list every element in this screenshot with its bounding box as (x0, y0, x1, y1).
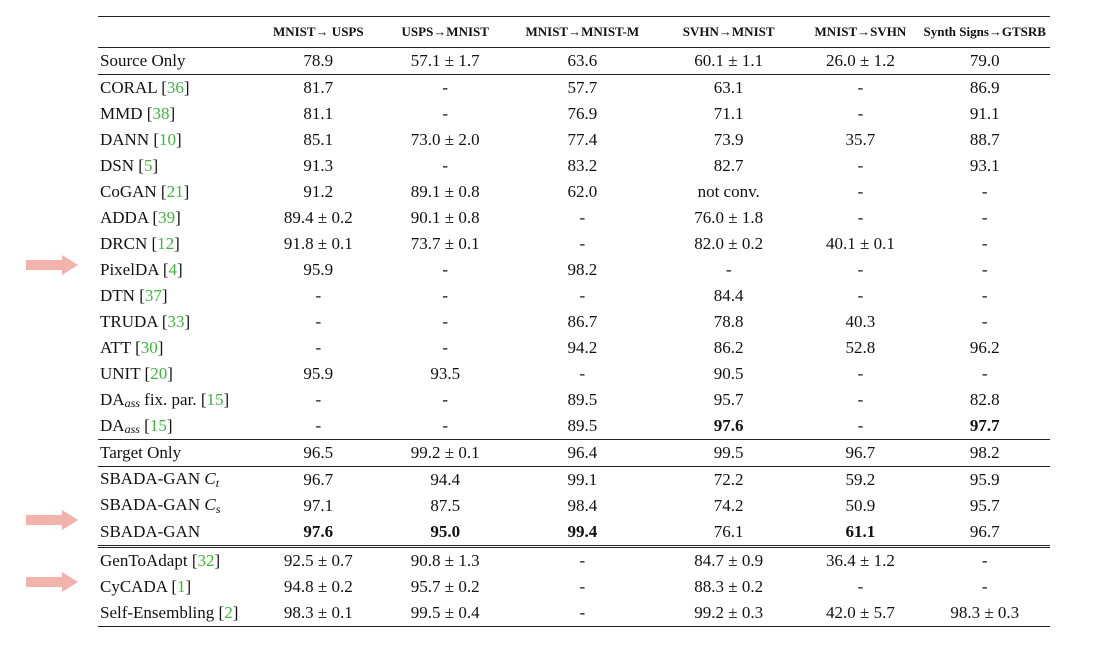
value-cell: 96.7 (801, 440, 919, 467)
value-cell: 97.1 (303, 496, 334, 515)
value-cell: 73.0 ± 2.0 (410, 130, 480, 149)
value-cell: 82.7 (713, 156, 744, 175)
value-cell: - (919, 547, 1050, 575)
value-cell: - (857, 286, 864, 305)
value-cell: 98.3 ± 0.1 (255, 600, 382, 627)
method-cell: DAass fix. par. [15] (100, 389, 230, 410)
value-cell: 63.6 (567, 51, 598, 70)
highlight-arrow-icon-sbada (26, 510, 78, 530)
method-cell: ATT [30] (100, 338, 164, 357)
table-row (98, 493, 1050, 519)
value-cell: - (857, 182, 864, 201)
value-cell: 96.2 (969, 338, 1000, 357)
table-row (98, 413, 1050, 440)
results-table (98, 16, 1050, 627)
method-cell: ADDA [39] (100, 208, 181, 227)
value-cell: 72.2 (656, 467, 801, 494)
value-cell: - (579, 577, 586, 596)
value-cell: 96.7 (255, 467, 382, 494)
citation-link[interactable]: 32 (197, 551, 215, 570)
value-cell: 76.9 (567, 104, 598, 123)
value-cell: 90.5 (713, 364, 744, 383)
header-cell: MNIST→MNIST-M (509, 17, 656, 48)
value-cell: 84.4 (713, 286, 744, 305)
table-row (98, 361, 1050, 387)
value-cell: 91.2 (303, 182, 334, 201)
value-cell: 86.9 (919, 75, 1050, 102)
value-cell: 88.3 ± 0.2 (694, 577, 764, 596)
value-cell: 86.2 (713, 338, 744, 357)
table-row (98, 574, 1050, 600)
highlight-arrow-icon-pixelda (26, 255, 78, 275)
table-row (98, 101, 1050, 127)
citation-link[interactable]: 10 (159, 130, 177, 149)
method-cell: DTN [37] (100, 286, 168, 305)
citation-link[interactable]: 12 (157, 234, 175, 253)
value-cell: - (981, 260, 988, 279)
citation-link[interactable]: 33 (167, 312, 185, 331)
citation-link[interactable]: 38 (152, 104, 170, 123)
value-cell: 79.0 (969, 51, 1000, 70)
value-cell: 89.4 ± 0.2 (283, 208, 353, 227)
value-cell: 85.1 (303, 130, 334, 149)
table-row (98, 387, 1050, 413)
value-cell: 60.1 ± 1.1 (694, 51, 764, 70)
value-cell: 97.6 (303, 522, 334, 541)
method-cell: SBADA-GAN Cs (100, 495, 221, 516)
value-cell: 91.1 (969, 104, 1000, 123)
value-cell: 99.1 (509, 467, 656, 494)
table-row (98, 309, 1050, 335)
value-cell: 57.1 ± 1.7 (410, 51, 480, 70)
method-cell: CyCADA [1] (100, 577, 192, 596)
value-cell: 99.5 ± 0.4 (382, 600, 509, 627)
citation-link[interactable]: 15 (149, 415, 167, 435)
value-cell: 83.2 (567, 156, 598, 175)
value-cell: 98.2 (567, 260, 598, 279)
value-cell: - (315, 338, 322, 357)
value-cell: 36.4 ± 1.2 (801, 547, 919, 575)
value-cell: 88.7 (969, 130, 1000, 149)
value-cell: 96.5 (255, 440, 382, 467)
value-cell: 74.2 (713, 496, 744, 515)
citation-link[interactable]: 2 (224, 603, 233, 622)
method-cell: DAass [15] (100, 415, 173, 436)
value-cell: - (315, 312, 322, 331)
table-row (98, 127, 1050, 153)
header-cell: Synth Signs→GTSRB (919, 17, 1050, 48)
citation-link[interactable]: 30 (140, 338, 158, 357)
value-cell: - (382, 75, 509, 102)
value-cell: - (442, 390, 449, 409)
value-cell: 92.5 ± 0.7 (255, 547, 382, 575)
citation-link[interactable]: 39 (158, 208, 176, 227)
value-cell: 71.1 (713, 104, 744, 123)
method-cell: CORAL [36] (98, 75, 255, 102)
table-row (98, 440, 1050, 467)
value-cell: - (579, 364, 586, 383)
table-row (98, 600, 1050, 627)
header-row (98, 17, 1050, 48)
value-cell: 89.5 (567, 416, 598, 435)
value-cell: - (442, 104, 449, 123)
value-cell: 81.7 (255, 75, 382, 102)
value-cell: 93.5 (430, 364, 461, 383)
value-cell: - (442, 338, 449, 357)
value-cell: 95.7 (969, 496, 1000, 515)
method-cell: MMD [38] (100, 104, 176, 123)
value-cell: - (981, 286, 988, 305)
citation-link[interactable]: 37 (144, 286, 162, 305)
header-cell: SVHN→MNIST (656, 17, 801, 48)
value-cell: - (315, 286, 322, 305)
value-cell: - (857, 208, 864, 227)
value-cell: - (981, 364, 988, 383)
value-cell: 95.9 (303, 364, 334, 383)
value-cell: 86.7 (567, 312, 598, 331)
citation-link[interactable]: 1 (177, 577, 186, 596)
value-cell: 89.1 ± 0.8 (410, 182, 480, 201)
value-cell: 94.4 (382, 467, 509, 494)
value-cell: 97.7 (969, 416, 1000, 435)
value-cell: 90.8 ± 1.3 (382, 547, 509, 575)
value-cell: 91.3 (303, 156, 334, 175)
table-row (98, 547, 1050, 575)
header-method (98, 17, 255, 48)
method-cell: GenToAdapt [32] (98, 547, 255, 575)
value-cell: 90.1 ± 0.8 (410, 208, 480, 227)
value-cell: 26.0 ± 1.2 (825, 51, 895, 70)
value-cell: - (442, 156, 449, 175)
header-cell: USPS→MNIST (382, 17, 509, 48)
value-cell: 98.2 (919, 440, 1050, 467)
method-cell: Source Only (100, 51, 186, 70)
value-cell: 91.8 ± 0.1 (283, 234, 353, 253)
value-cell: 50.9 (845, 496, 876, 515)
value-cell: 61.1 (845, 522, 876, 541)
value-cell: - (442, 260, 449, 279)
value-cell: - (981, 234, 988, 253)
value-cell: 42.0 ± 5.7 (801, 600, 919, 627)
value-cell: - (857, 364, 864, 383)
table-row (98, 257, 1050, 283)
header-cell: MNIST→SVHN (801, 17, 919, 48)
table-row (98, 48, 1050, 75)
value-cell: 81.1 (303, 104, 334, 123)
value-cell: - (857, 156, 864, 175)
citation-link[interactable]: 5 (143, 156, 153, 175)
value-cell: 96.7 (969, 522, 1000, 541)
value-cell: not conv. (697, 182, 760, 201)
value-cell: 94.2 (567, 338, 598, 357)
method-cell: PixelDA [4] (100, 260, 183, 279)
value-cell: 78.8 (713, 312, 744, 331)
highlight-arrow-icon-cycada (26, 572, 78, 592)
citation-link[interactable]: 20 (150, 364, 168, 383)
value-cell: 84.7 ± 0.9 (656, 547, 801, 575)
value-cell: 98.4 (567, 496, 598, 515)
value-cell: 94.8 ± 0.2 (283, 577, 353, 596)
method-cell: CoGAN [21] (100, 182, 190, 201)
value-cell: 95.7 (713, 390, 744, 409)
value-cell: 40.3 (845, 312, 876, 331)
value-cell: - (801, 75, 919, 102)
value-cell: 59.2 (801, 467, 919, 494)
value-cell: 62.0 (567, 182, 598, 201)
method-cell: UNIT [20] (100, 364, 173, 383)
value-cell: - (857, 260, 864, 279)
value-cell: 57.7 (509, 75, 656, 102)
value-cell: - (981, 182, 988, 201)
value-cell: - (857, 104, 864, 123)
value-cell: 95.0 (430, 522, 461, 541)
value-cell: 73.7 ± 0.1 (410, 234, 480, 253)
table-row (98, 519, 1050, 547)
value-cell: 95.9 (303, 260, 334, 279)
table-row (98, 75, 1050, 102)
method-cell: Self-Ensembling [2] (98, 600, 255, 627)
citation-link[interactable]: 21 (166, 182, 184, 201)
value-cell: - (857, 577, 864, 596)
value-cell: 76.0 ± 1.8 (694, 208, 764, 227)
value-cell: 89.5 (567, 390, 598, 409)
table-row (98, 335, 1050, 361)
table-row (98, 153, 1050, 179)
value-cell: 99.4 (567, 522, 598, 541)
value-cell: 73.9 (713, 130, 744, 149)
table-row (98, 231, 1050, 257)
value-cell: 99.2 ± 0.1 (382, 440, 509, 467)
value-cell: 97.6 (713, 416, 744, 435)
table-row (98, 179, 1050, 205)
citation-link[interactable]: 36 (166, 78, 184, 97)
value-cell: 77.4 (567, 130, 598, 149)
value-cell: - (857, 390, 864, 409)
value-cell: 98.3 ± 0.3 (919, 600, 1050, 627)
value-cell: 96.4 (509, 440, 656, 467)
value-cell: 78.9 (303, 51, 334, 70)
value-cell: - (857, 416, 864, 435)
value-cell: - (981, 312, 988, 331)
citation-link[interactable]: 15 (206, 389, 224, 409)
value-cell: - (509, 547, 656, 575)
value-cell: 95.7 ± 0.2 (410, 577, 480, 596)
table-row (98, 283, 1050, 309)
value-cell: 35.7 (845, 130, 876, 149)
value-cell: 93.1 (969, 156, 1000, 175)
method-cell: DSN [5] (100, 156, 159, 175)
value-cell: - (442, 286, 449, 305)
value-cell: - (442, 416, 449, 435)
value-cell: - (579, 208, 586, 227)
value-cell: - (579, 234, 586, 253)
value-cell: 63.1 (656, 75, 801, 102)
citation-link[interactable]: 4 (168, 260, 177, 279)
value-cell: - (315, 416, 322, 435)
header-cell: MNIST→ USPS (255, 17, 382, 48)
value-cell: 99.2 ± 0.3 (656, 600, 801, 627)
table-row (98, 467, 1050, 494)
value-cell: 87.5 (430, 496, 461, 515)
value-cell: 82.8 (969, 390, 1000, 409)
method-cell: SBADA-GAN Ct (98, 467, 255, 494)
value-cell: - (981, 577, 988, 596)
value-cell: - (442, 312, 449, 331)
value-cell: 95.9 (919, 467, 1050, 494)
value-cell: 40.1 ± 0.1 (825, 234, 895, 253)
method-cell: Target Only (98, 440, 255, 467)
value-cell: 99.5 (656, 440, 801, 467)
value-cell: - (509, 600, 656, 627)
value-cell: 76.1 (713, 522, 744, 541)
method-cell: SBADA-GAN (100, 522, 201, 541)
method-cell: DANN [10] (100, 130, 182, 149)
value-cell: - (579, 286, 586, 305)
table-row (98, 205, 1050, 231)
value-cell: - (725, 260, 732, 279)
value-cell: - (315, 390, 322, 409)
value-cell: - (981, 208, 988, 227)
method-cell: TRUDA [33] (100, 312, 191, 331)
value-cell: 52.8 (845, 338, 876, 357)
method-cell: DRCN [12] (100, 234, 180, 253)
value-cell: 82.0 ± 0.2 (694, 234, 764, 253)
